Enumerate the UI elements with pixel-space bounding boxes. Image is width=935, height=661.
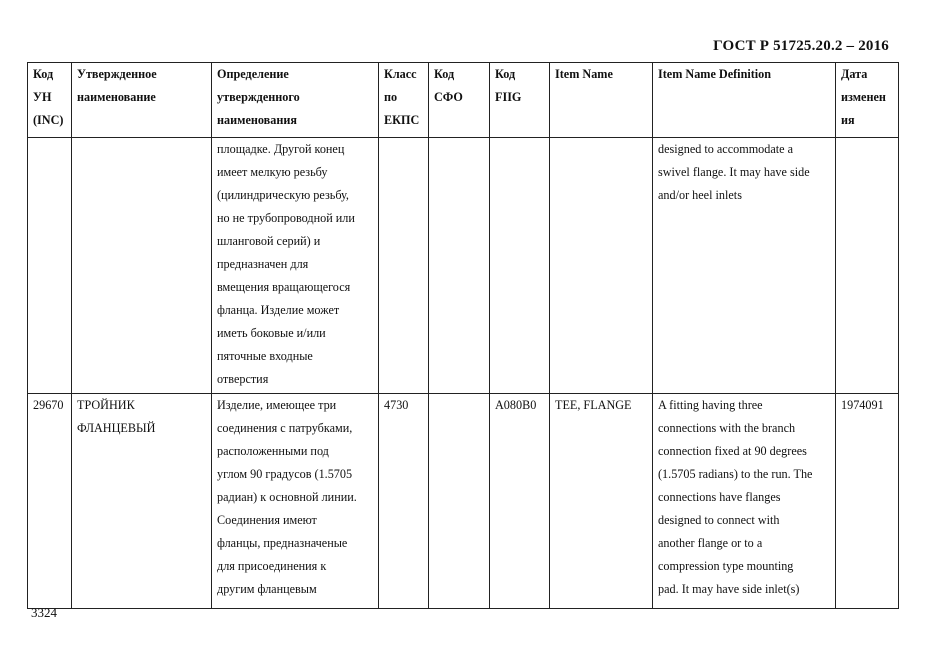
header-ekps-class: Класс по ЕКПС: [379, 63, 429, 138]
cell-fiig-code: A080B0: [490, 394, 550, 609]
cell-ekps-class: [379, 138, 429, 394]
standard-label: ГОСТ Р 51725.20.2 – 2016: [713, 38, 889, 54]
header-definition-ru: Определение утвержденного наименования: [212, 63, 379, 138]
header-inc: Код УН (INC): [28, 63, 72, 138]
cell-fiig-code: [490, 138, 550, 394]
cell-ekps-class: 4730: [379, 394, 429, 609]
cell-change-date: 1974091: [836, 394, 899, 609]
cell-item-name: TEE, FLANGE: [550, 394, 653, 609]
header-approved-name: Утвержденное наименование: [72, 63, 212, 138]
header-item-name: Item Name: [550, 63, 653, 138]
cell-inc: [28, 138, 72, 394]
cell-item-name: [550, 138, 653, 394]
cell-definition-ru: Изделие, имеющее три соединения с патрубками, расположенными под углом 90 градусов (1.5705 радиан) к основной линии. Соединения имеют фланцы, предназначеные для присоединения к другим фланцевым: [212, 394, 379, 609]
header-sfo-code: Код СФО: [429, 63, 490, 138]
cell-inc: 29670: [28, 394, 72, 609]
cell-sfo-code: [429, 138, 490, 394]
cell-change-date: [836, 138, 899, 394]
table-row: [28, 394, 899, 609]
page-number: 3324: [31, 605, 57, 620]
cell-approved-name: ТРОЙНИК ФЛАНЦЕВЫЙ: [72, 394, 212, 609]
cell-definition-ru: площадке. Другой конец имеет мелкую резьбу (цилиндрическую резьбу, но не трубопроводной или шланговой серий) и предназначен для вмещения вращающегося фланца. Изделие может иметь боковые и/или пяточные входные отверстия: [212, 138, 379, 394]
cell-approved-name: [72, 138, 212, 394]
header-row: [28, 63, 899, 138]
header-item-definition: Item Name Definition: [653, 63, 836, 138]
header-change-date: Дата изменен ия: [836, 63, 899, 138]
header-fiig-code: Код FIIG: [490, 63, 550, 138]
table-row: [28, 138, 899, 394]
cell-item-definition: designed to accommodate a swivel flange. It may have side and/or heel inlets: [653, 138, 836, 394]
cell-sfo-code: [429, 394, 490, 609]
cell-item-definition: A fitting having three connections with the branch connection fixed at 90 degrees (1.5705 radians) to the run. The connections have flanges designed to connect with another flange or to a compression type mounting pad. It may have side inlet(s): [653, 394, 836, 609]
catalog-table: [27, 62, 899, 609]
